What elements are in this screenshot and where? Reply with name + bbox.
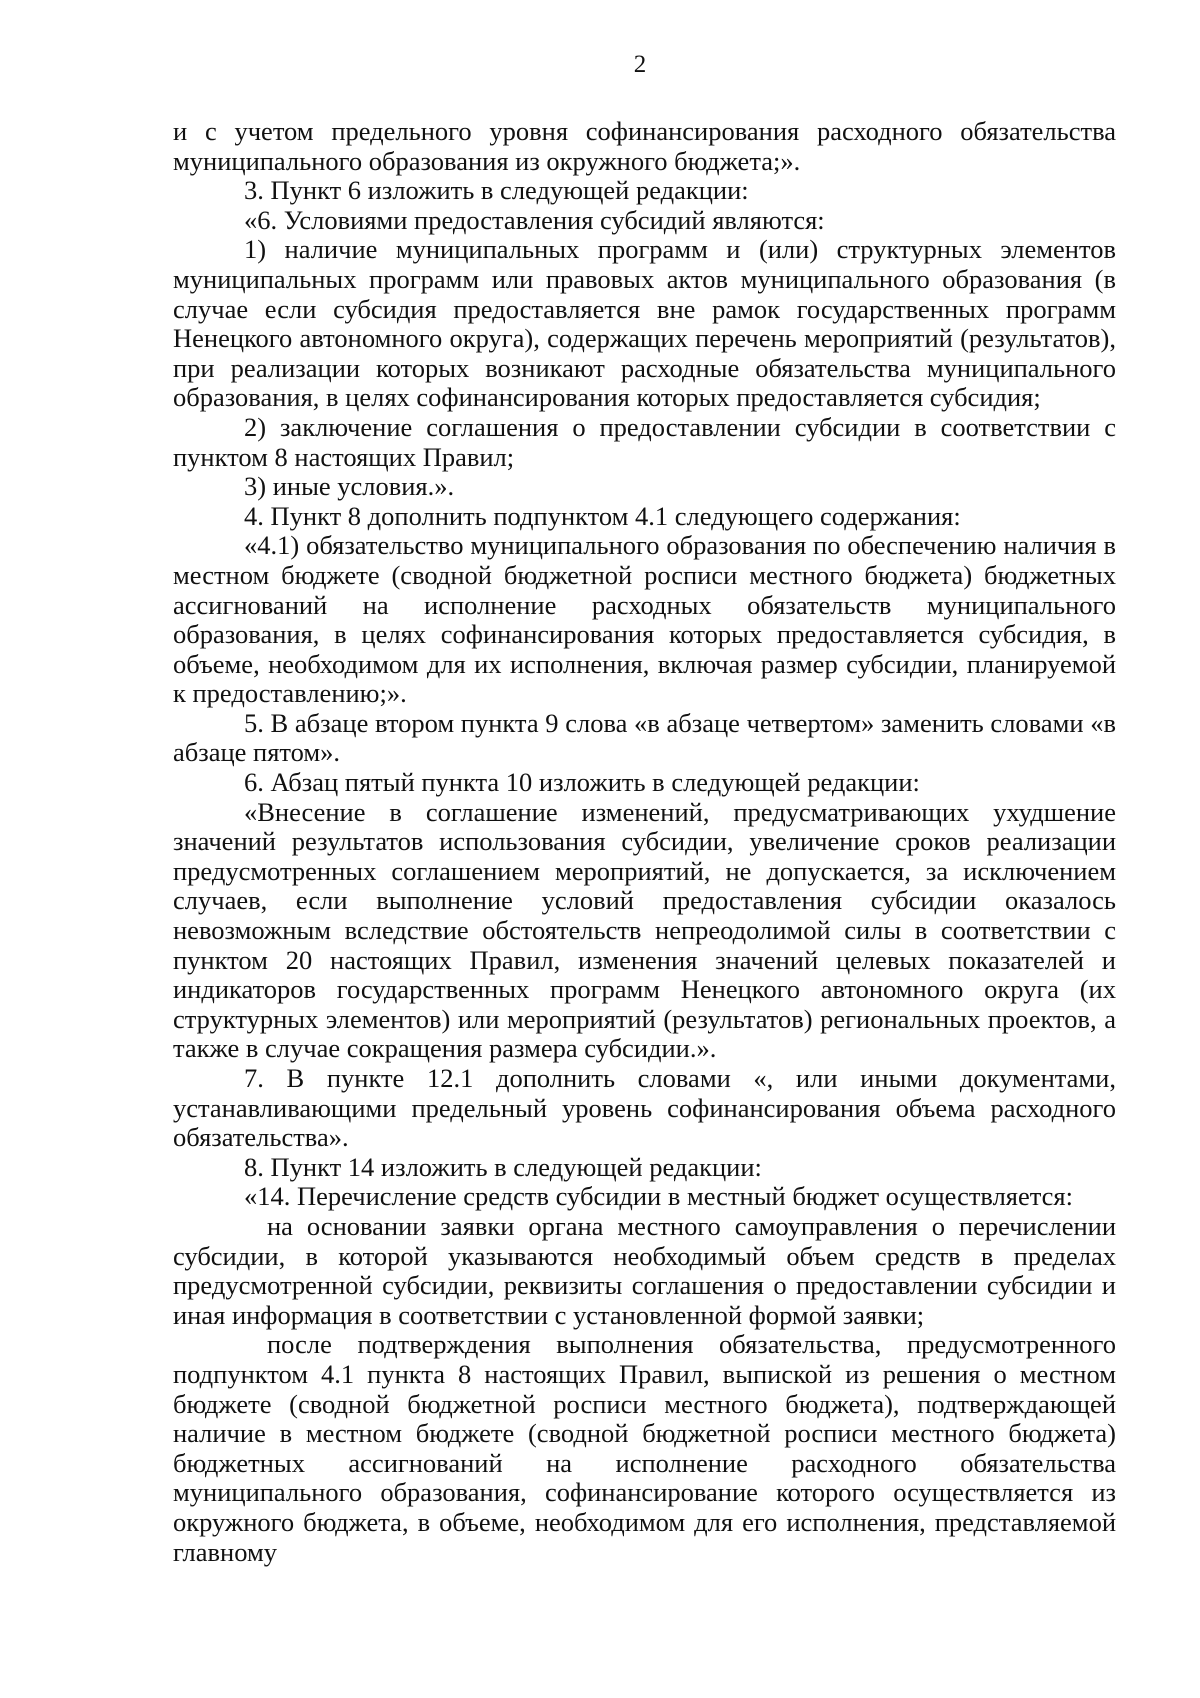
page-number: 2: [633, 51, 647, 78]
paragraph: 3. Пункт 6 изложить в следующей редакции:: [244, 175, 749, 206]
paragraph: «14. Перечисление средств субсидии в местный бюджет осуществляется:: [244, 1181, 1073, 1212]
paragraph: 6. Абзац пятый пункта 10 изложить в следующей редакции:: [244, 767, 920, 798]
paragraph: «6. Условиями предоставления субсидий являются:: [244, 204, 825, 235]
paragraph: «Внесение в соглашение изменений, предусматривающих ухудшение значений результатов использования субсидии, увеличение сроков реализации предусмотренных соглашением мероприятий, не допускается, за исключением случаев, если выполнение условий предоставления субсидии оказалось невозможным вследствие обстоятельств непреодолимой силы в соответствии с пунктом 20 настоящих Правил, изменения значений целевых показателей и индикаторов государственных программ Ненецкого автономного округа (их структурных элементов) или мероприятий (результатов) региональных проектов, а также в случае сокращения размера субсидии.».: [173, 796, 1116, 1064]
paragraph: на основании заявки органа местного самоуправления о перечислении субсидии, в которой указываются необходимый объем средств в пределах предусмотренной субсидии, реквизиты соглашения о предоставлении субсидии и иная информация в соответствии с установленной формой заявки;: [173, 1210, 1116, 1330]
document-body: [173, 117, 1116, 1567]
paragraph: после подтверждения выполнения обязательства, предусмотренного подпунктом 4.1 пункта 8 настоящих Правил, выпиской из решения о местном бюджете (сводной бюджетной росписи местного бюджета), подтверждающей наличие в местном бюджете (сводной бюджетной росписи местного бюджета) бюджетных ассигнований на исполнение расходного обязательства муниципального образования, софинансирование которого осуществляется из окружного бюджета, в объеме, необходимом для его исполнения, представляемой главному: [173, 1329, 1116, 1567]
paragraph: 2) заключение соглашения о предоставлении субсидии в соответствии с пунктом 8 настоящих Правил;: [173, 411, 1116, 472]
paragraph: «4.1) обязательство муниципального образования по обеспечению наличия в местном бюджете (сводной бюджетной росписи местного бюджета) бюджетных ассигнований на исполнение расходных обязательств муниципального образования, в целях софинансирования которых предоставляется субсидия, в объеме, необходимом для их исполнения, включая размер субсидии, планируемой к предоставлению;».: [173, 530, 1116, 709]
paragraph: 3) иные условия.».: [244, 471, 455, 502]
paragraph: 8. Пункт 14 изложить в следующей редакции:: [244, 1151, 762, 1182]
paragraph: 4. Пункт 8 дополнить подпунктом 4.1 следующего содержания:: [244, 500, 961, 531]
paragraph: 5. В абзаце втором пункта 9 слова «в абзаце четвертом» заменить словами «в абзаце пятом».: [173, 707, 1116, 768]
paragraph: и с учетом предельного уровня софинансирования расходного обязательства муниципального образования из окружного бюджета;».: [173, 116, 1116, 176]
paragraph: 7. В пункте 12.1 дополнить словами «, или иными документами, устанавливающими предельный уровень софинансирования объема расходного обязательства».: [173, 1063, 1116, 1153]
paragraph: 1) наличие муниципальных программ и (или) структурных элементов муниципальных программ или правовых актов муниципального образования (в случае если субсидия предоставляется вне рамок государственных программ Ненецкого автономного округа), содержащих перечень мероприятий (результатов), при реализации которых возникают расходные обязательства муниципального образования, в целях софинансирования которых предоставляется субсидия;: [173, 234, 1116, 413]
